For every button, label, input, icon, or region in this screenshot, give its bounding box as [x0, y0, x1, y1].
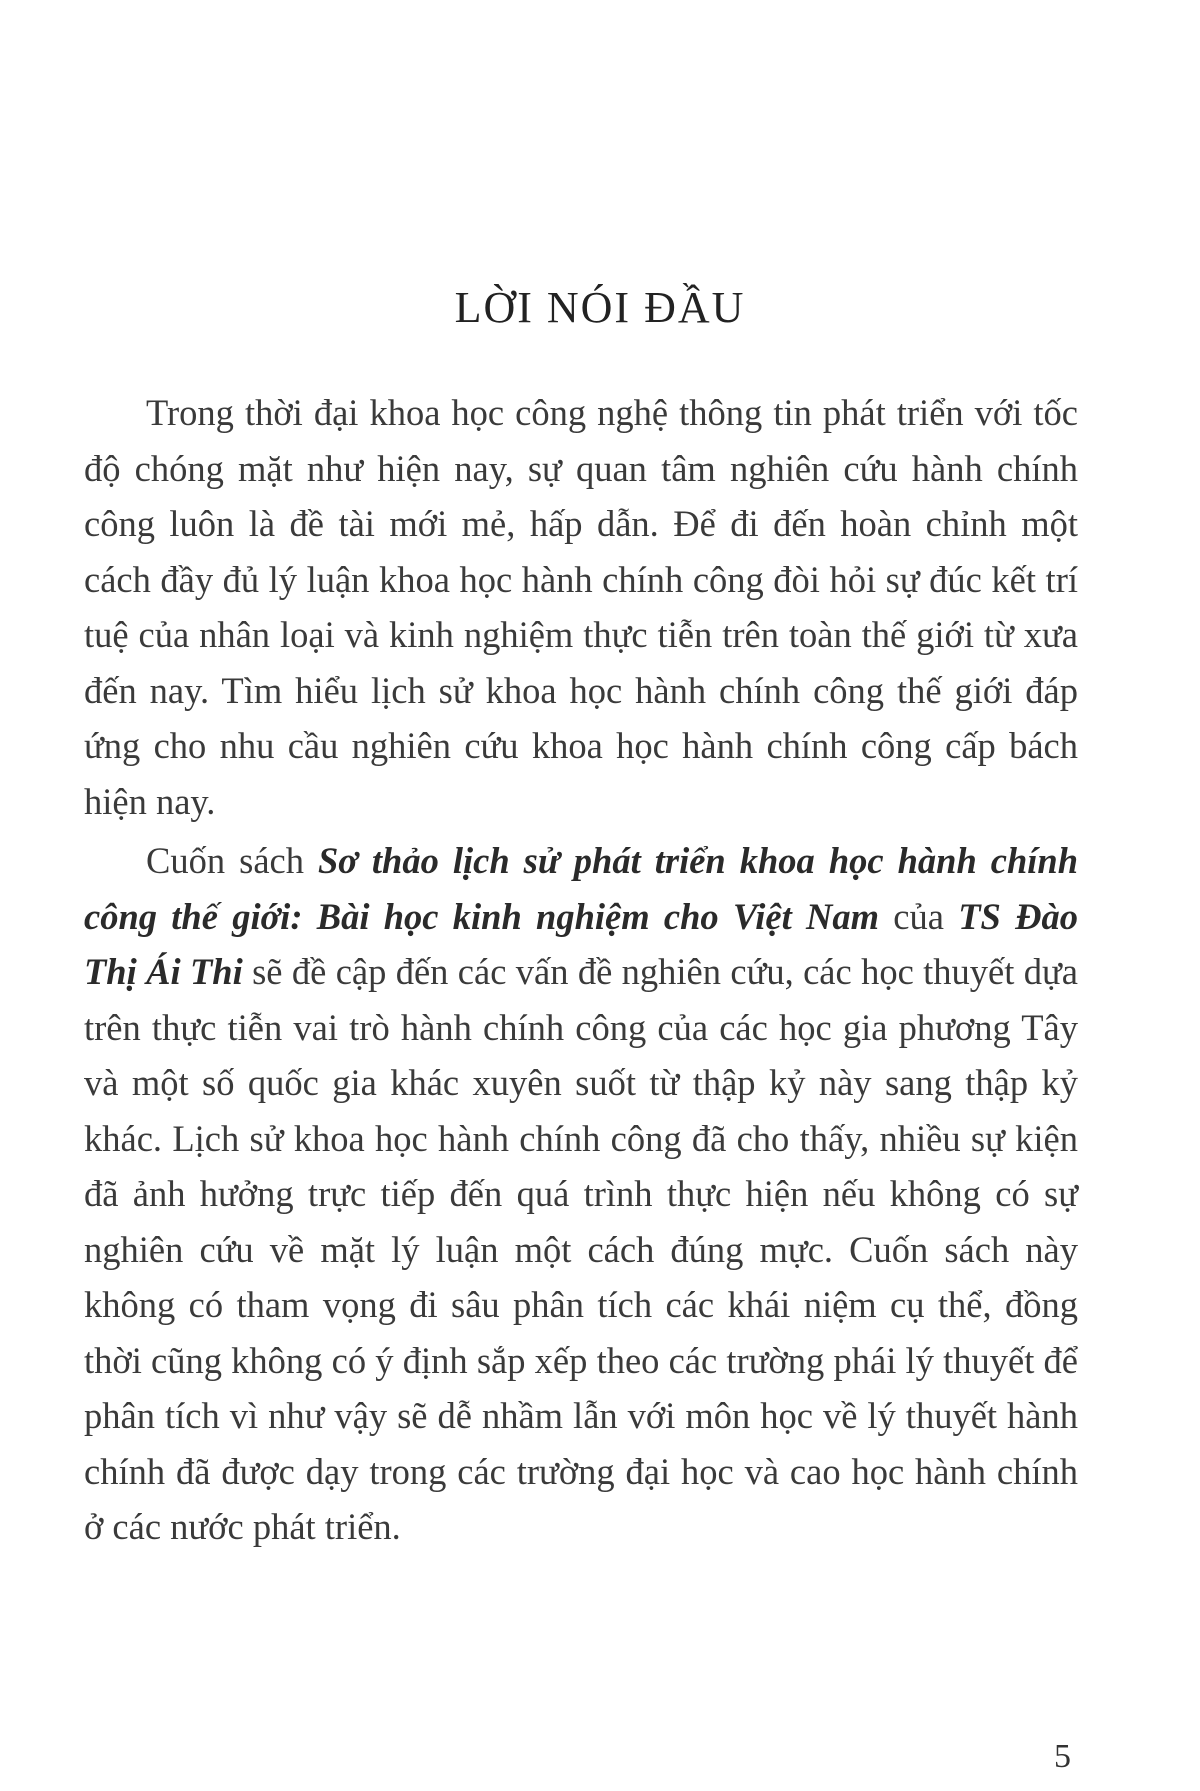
- paragraph-mid-text: của: [879, 895, 959, 937]
- book-title: Sơ thảo lịch sử phát triển khoa học hành chính công thế giới: Bài học kinh nghiệm cho Việt Nam: [84, 840, 1078, 937]
- paragraph-book-description: [84, 833, 1078, 1555]
- paragraph-intro: Trong thời đại khoa học công nghệ thông tin phát triển với tốc độ chóng mặt như hiện nay, sự quan tâm nghiên cứu hành chính công luôn là đề tài mới mẻ, hấp dẫn. Để đi đến hoàn chỉnh một cách đầy đủ lý luận khoa học hành chính công đòi hỏi sự đúc kết trí tuệ của nhân loại và kinh nghiệm thực tiễn trên toàn thế giới từ xưa đến nay. Tìm hiểu lịch sử khoa học hành chính công thế giới đáp ứng cho nhu cầu nghiên cứu khoa học hành chính công cấp bách hiện nay.: [84, 392, 1078, 822]
- page-number: 5: [1054, 1738, 1071, 1775]
- paragraph-lead-text: Cuốn sách: [146, 840, 318, 881]
- page-heading: LỜI NÓI ĐẦU: [454, 283, 746, 332]
- paragraph-rest-text: sẽ đề cập đến các vấn đề nghiên cứu, các học thuyết dựa trên thực tiễn vai trò hành chính công của các học gia phương Tây và một số quốc gia khác xuyên suốt từ thập kỷ này sang thập kỷ khác. Lịch sử khoa học hành chính công đã cho thấy, nhiều sự kiện đã ảnh hưởng trực tiếp đến quá trình thực hiện nếu không có sự nghiên cứu về mặt lý luận một cách đúng mực. Cuốn sách này không có tham vọng đi sâu phân tích các khái niệm cụ thể, đồng thời cũng không có ý định sắp xếp theo các trường phái lý thuyết để phân tích vì như vậy sẽ dễ nhầm lẫn với môn học về lý thuyết hành chính đã được dạy trong các trường đại học và cao học hành chính ở các nước phát triển.: [84, 951, 1078, 1547]
- author-name: TS Đào Thị Ái Thi: [84, 895, 1078, 992]
- body-text: [84, 385, 1078, 1559]
